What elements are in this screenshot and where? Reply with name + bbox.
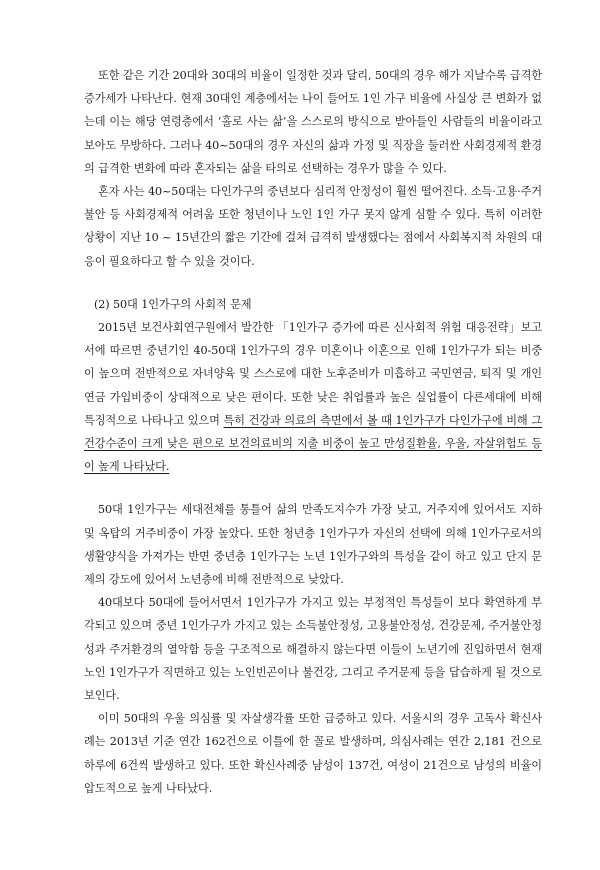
paragraph-gap [84, 478, 542, 498]
underlined-health-finding: 특히 건강과 의료의 측면에서 볼 때 1인가구가 다인가구에 비해 그 건강수준이 크게 낮은 편으로 보건의료비의 지출 비중이 높고 만성질환율, 우울, 자살위험도 등이 높게 나타났다. [84, 413, 542, 474]
paragraph-age-trend: 또한 같은 기간 20대와 30대의 비율이 일정한 것과 달리, 50대의 경우 해가 지날수록 급격한 증가세가 나타난다. 현재 30대인 계층에서는 나이 들어도 1인 가구 비율에 사실상 큰 변화가 없는데 이는 해당 연령층에서 ‘홀로 사는 삶’을 스스로의 방식으로 받아들인 사람들의 비율이라고 보아도 무방하다. 그러나 40~50대의 경우 자신의 삶과 가정 및 직장을 둘러싼 사회경제적 환경의 급격한 변화에 따라 혼자되는 삶을 타의로 선택하는 경우가 많을 수 있다. [84, 69, 542, 175]
paragraph-gap [84, 273, 542, 293]
paragraph-depression-suicide: 이미 50대의 우울 의심률 및 자살생각률 또한 급증하고 있다. 서울시의 경우 고독사 확신사례는 2013년 기준 연간 162건으로 이틀에 한 꼴로 발생하며, 의심사례는 연간 2,181 건으로 하루에 6건씩 발생하고 있다. 또한 확신사례중 남성이 137건, 여성이 21건으로 남성의 비율이 압도적으로 높게 나타났다. [84, 712, 542, 795]
paragraph-psychological-stability: 혼자 사는 40~50대는 다인가구의 중년보다 심리적 안정성이 훨씬 떨어진다. 소득·고용·주거 불안 등 사회경제적 어려움 또한 청년이나 노인 1인 가구 못지 않게 심할 수 있다. 특히 이러한 상황이 지난 10 ~ 15년간의 짧은 기간에 걸쳐 급격히 발생했다는 점에서 사회복지적 차원의 대응이 필요하다고 할 수 있을 것이다. [84, 185, 542, 268]
paragraph-report-summary [84, 316, 542, 478]
report-summary-text: 2015년 보건사회연구원에서 발간한 「1인가구 증가에 따른 신사회적 위험 대응전략」보고서에 따르면 중년기인 40-50대 1인가구의 경우 미혼이나 이혼으로 인해 1인가구가 되는 비중이 높으며 전반적으로 자녀양육 및 스스로에 대한 노후준비가 미흡하고 국민연금, 퇴직 및 개인연금 가입비중이 상대적으로 낮은 편이다. 또한 낮은 취업률과 높은 실업률이 다른세대에 비해 특징적으로 나타나고 있으며 [84, 321, 542, 427]
section-heading: (2) 50대 1인가구의 사회적 문제 [94, 297, 252, 311]
paragraph-life-satisfaction: 50대 1인가구는 세대전체를 통틀어 삶의 만족도지수가 가장 낮고, 거주지에 있어서도 지하 및 옥탑의 거주비중이 가장 높았다. 또한 청년층 1인가구가 자신의 선택에 의해 1인가구로서의 생활양식을 가져가는 반면 중년층 1인가구는 노년 1인가구와의 특성을 같이 하고 있고 단지 문제의 강도에 있어서 노년층에 비해 전반적으로 낮았다. [84, 503, 542, 587]
paragraph-negative-traits: 40대보다 50대에 들어서면서 1인가구가 가지고 있는 부정적인 특성들이 보다 확연하게 부각되고 있으며 중년 1인가구가 가지고 있는 소득불안정성, 고용불안정성, 건강문제, 주거불안정성과 주거환경의 열악함 등을 구조적으로 해결하지 않는다면 이들이 노년기에 진입하면서 현재 노인 1인가구가 직면하고 있는 노인빈곤이나 불건강, 그리고 주거문제 등을 답습하게 될 것으로 보인다. [84, 596, 542, 703]
